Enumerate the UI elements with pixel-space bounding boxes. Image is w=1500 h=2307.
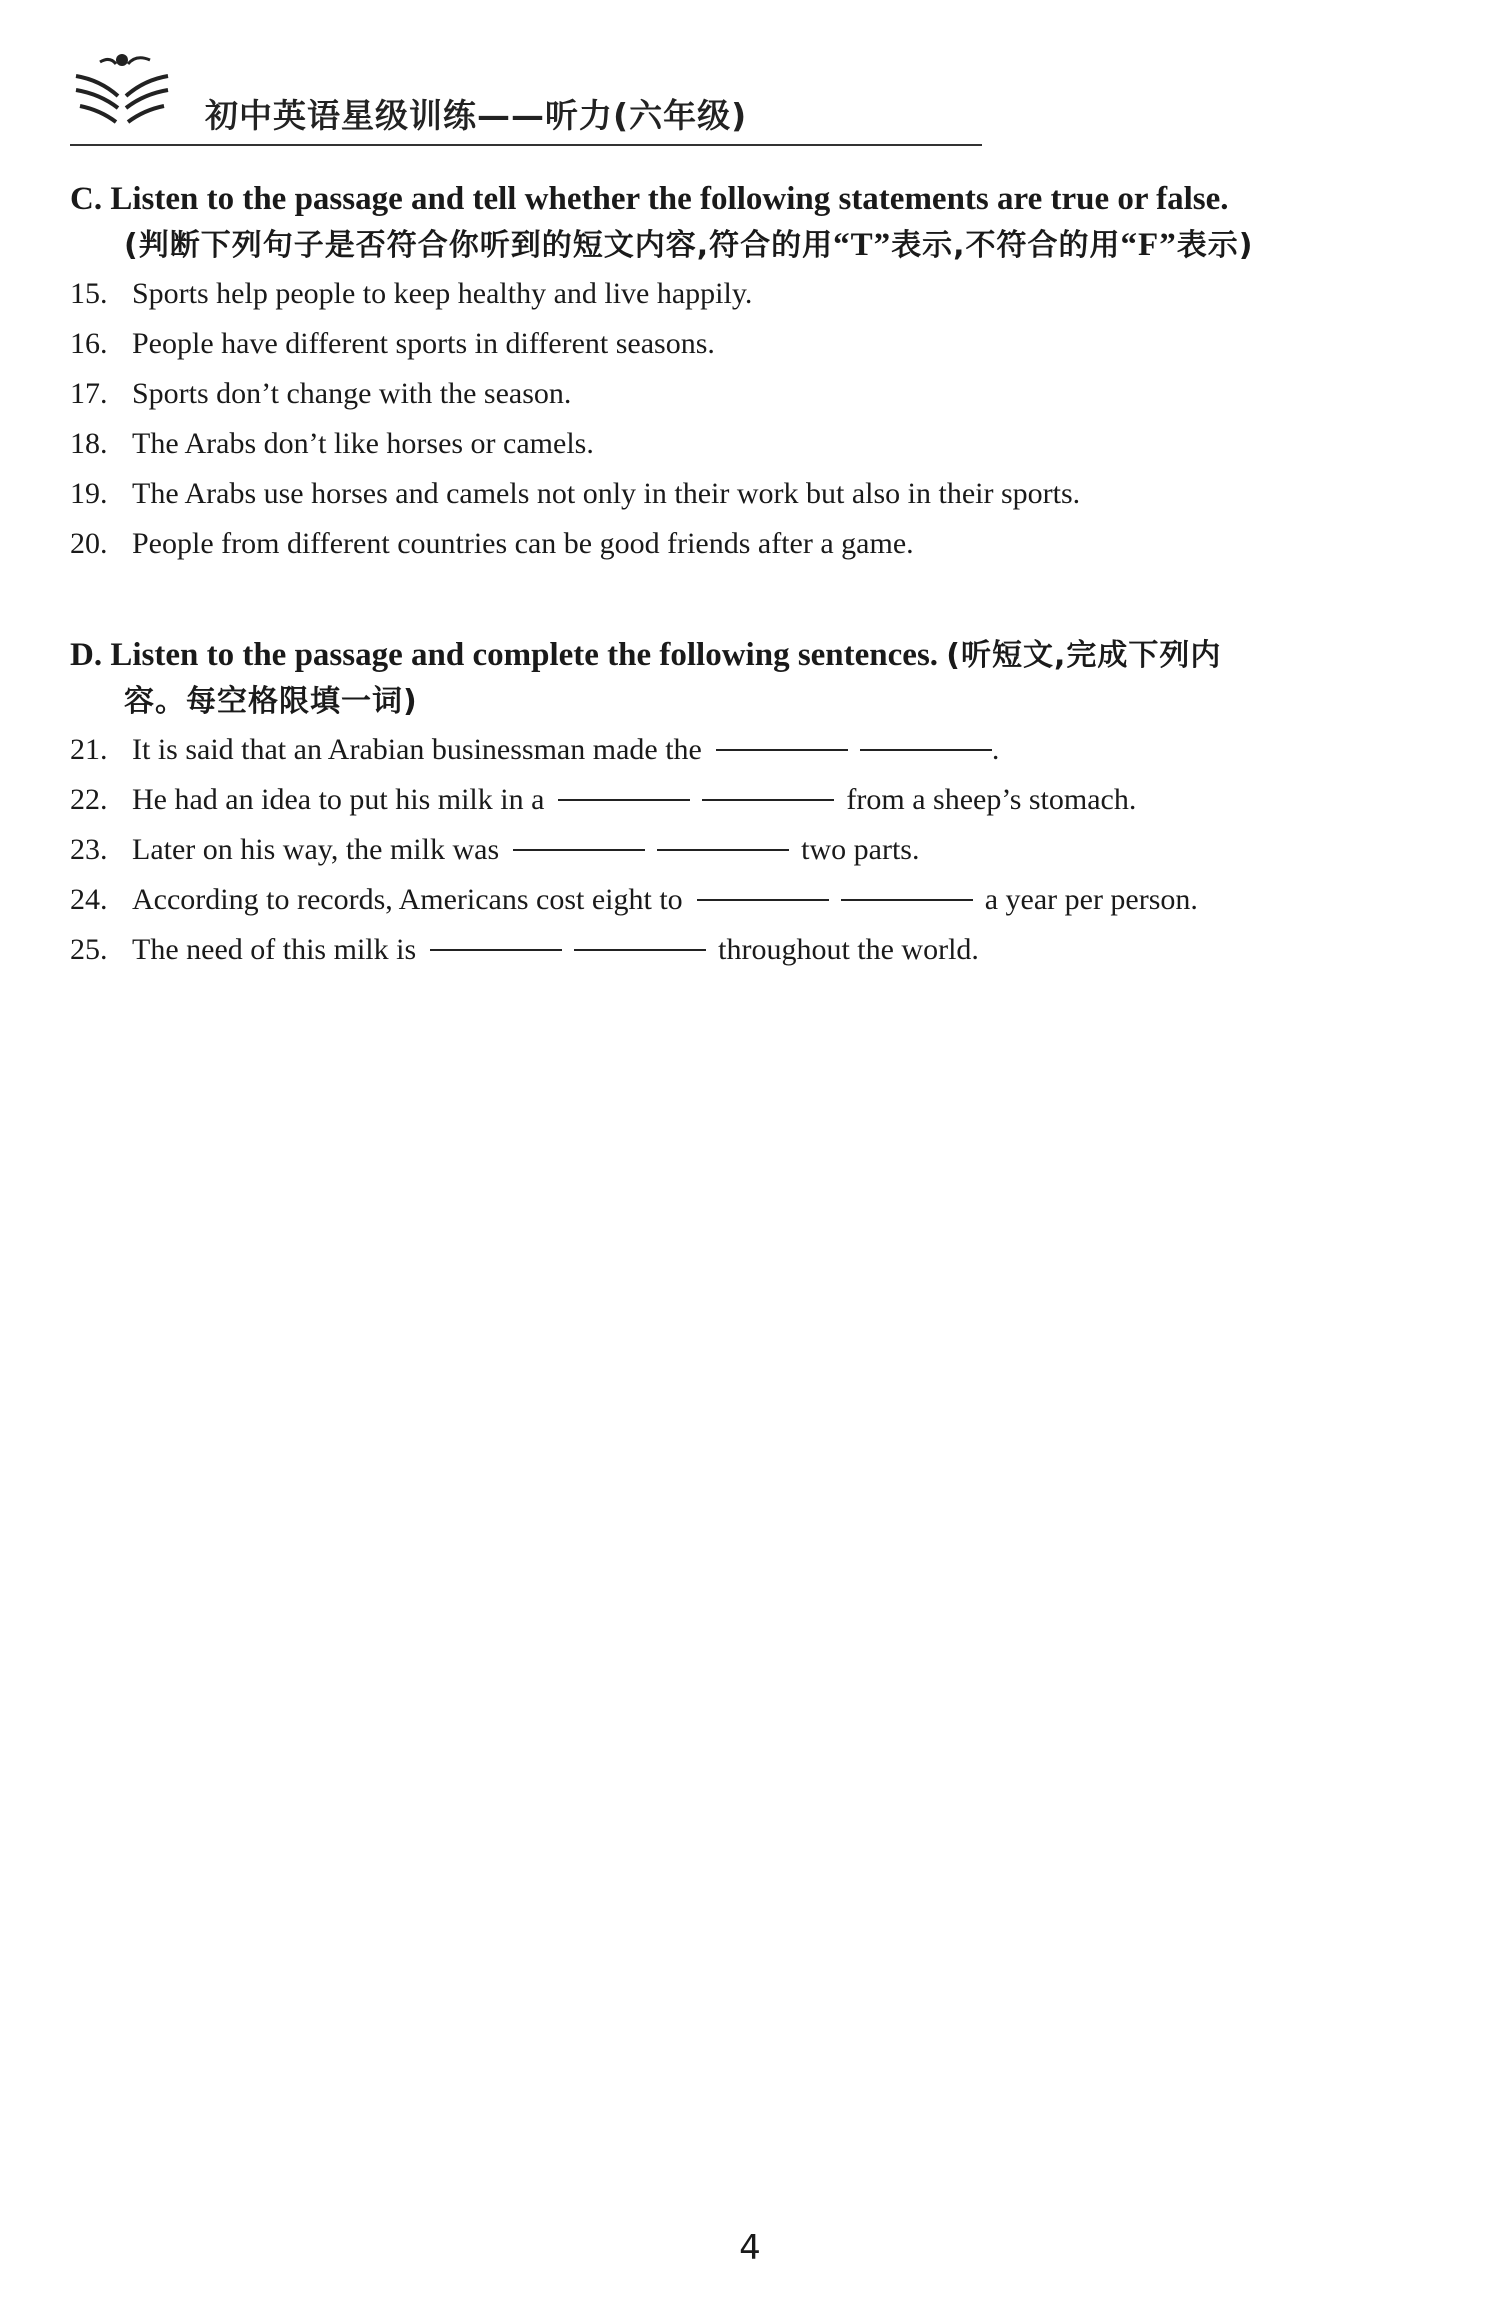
header-divider	[70, 144, 982, 146]
sentence-text-after: two parts.	[801, 833, 920, 866]
answer-blank[interactable]	[841, 875, 973, 901]
answer-blank[interactable]	[558, 775, 690, 801]
statement-text: Sports don’t change with the season.	[132, 377, 572, 410]
section-c-instruction-cn	[70, 222, 1430, 269]
instruction-part: 表示,不符合的用	[891, 228, 1121, 263]
answer-blank[interactable]	[716, 725, 848, 751]
statement-text: Sports help people to keep healthy and live happily.	[132, 277, 753, 310]
section-d-sentence-list	[70, 725, 1430, 975]
sentence-number: 24.	[70, 883, 108, 916]
page-number: 4	[739, 2228, 761, 2268]
false-mark: “F”	[1120, 227, 1177, 263]
answer-blank[interactable]	[574, 925, 706, 951]
statement-number: 15.	[70, 277, 108, 310]
sentence-text-after: .	[991, 733, 1000, 766]
statement-text: People have different sports in different seasons.	[132, 327, 715, 360]
statement-number: 17.	[70, 377, 108, 410]
sentence-item	[70, 825, 1430, 875]
answer-blank[interactable]	[860, 725, 992, 751]
sentence-number: 23.	[70, 833, 108, 866]
sentence-number: 25.	[70, 933, 108, 966]
statement-item	[70, 269, 1430, 319]
sentence-text-before: The need of this milk is	[132, 933, 417, 966]
statement-item	[70, 519, 1430, 569]
statement-number: 16.	[70, 327, 108, 360]
statement-number: 20.	[70, 527, 108, 560]
sentence-item	[70, 875, 1430, 925]
statement-text: People from different countries can be good friends after a game.	[132, 527, 914, 560]
sentence-number: 22.	[70, 783, 108, 816]
sentence-item	[70, 925, 1430, 975]
statement-item	[70, 419, 1430, 469]
answer-blank[interactable]	[657, 825, 789, 851]
sentence-text-after: throughout the world.	[718, 933, 979, 966]
sentence-item	[70, 775, 1430, 825]
section-c-heading: C. Listen to the passage and tell whether the following statements are true or false.	[70, 181, 1229, 217]
true-mark: “T”	[833, 227, 892, 263]
sentence-text-before: It is said that an Arabian businessman made the	[132, 733, 702, 766]
statement-text: The Arabs don’t like horses or camels.	[132, 427, 594, 460]
section-d-heading-en: D. Listen to the passage and complete the following sentences.	[70, 637, 939, 673]
statement-item	[70, 469, 1430, 519]
sentence-text-before: He had an idea to put his milk in a	[132, 783, 545, 816]
section-d	[70, 632, 1430, 975]
answer-blank[interactable]	[513, 825, 645, 851]
sentence-text-before: According to records, Americans cost eight to	[132, 883, 683, 916]
answer-blank[interactable]	[697, 875, 829, 901]
sentence-item	[70, 725, 1430, 775]
sentence-text-after: a year per person.	[984, 883, 1198, 916]
statement-number: 18.	[70, 427, 108, 460]
section-d-heading	[70, 632, 1430, 679]
section-d-heading-cn: (听短文,完成下列内	[946, 638, 1222, 673]
sentence-number: 21.	[70, 733, 108, 766]
statement-item	[70, 369, 1430, 419]
sentence-text-before: Later on his way, the milk was	[132, 833, 500, 866]
statement-number: 19.	[70, 477, 108, 510]
answer-blank[interactable]	[702, 775, 834, 801]
book-series-logo-icon	[70, 50, 180, 132]
instruction-part: (判断下列句子是否符合你听到的短文内容,符合的用	[124, 228, 834, 263]
section-c	[70, 176, 1430, 569]
sentence-text-after: from a sheep’s stomach.	[846, 783, 1137, 816]
section-d-heading-cn-cont: 容。每空格限填一词)	[124, 684, 418, 719]
statement-text: The Arabs use horses and camels not only in their work but also in their sports.	[132, 477, 1081, 510]
statement-item	[70, 319, 1430, 369]
answer-blank[interactable]	[430, 925, 562, 951]
page-header	[70, 50, 982, 150]
section-c-statement-list	[70, 269, 1430, 569]
instruction-part: 表示)	[1176, 228, 1254, 263]
book-title: 初中英语星级训练——听力(六年级)	[205, 96, 748, 135]
